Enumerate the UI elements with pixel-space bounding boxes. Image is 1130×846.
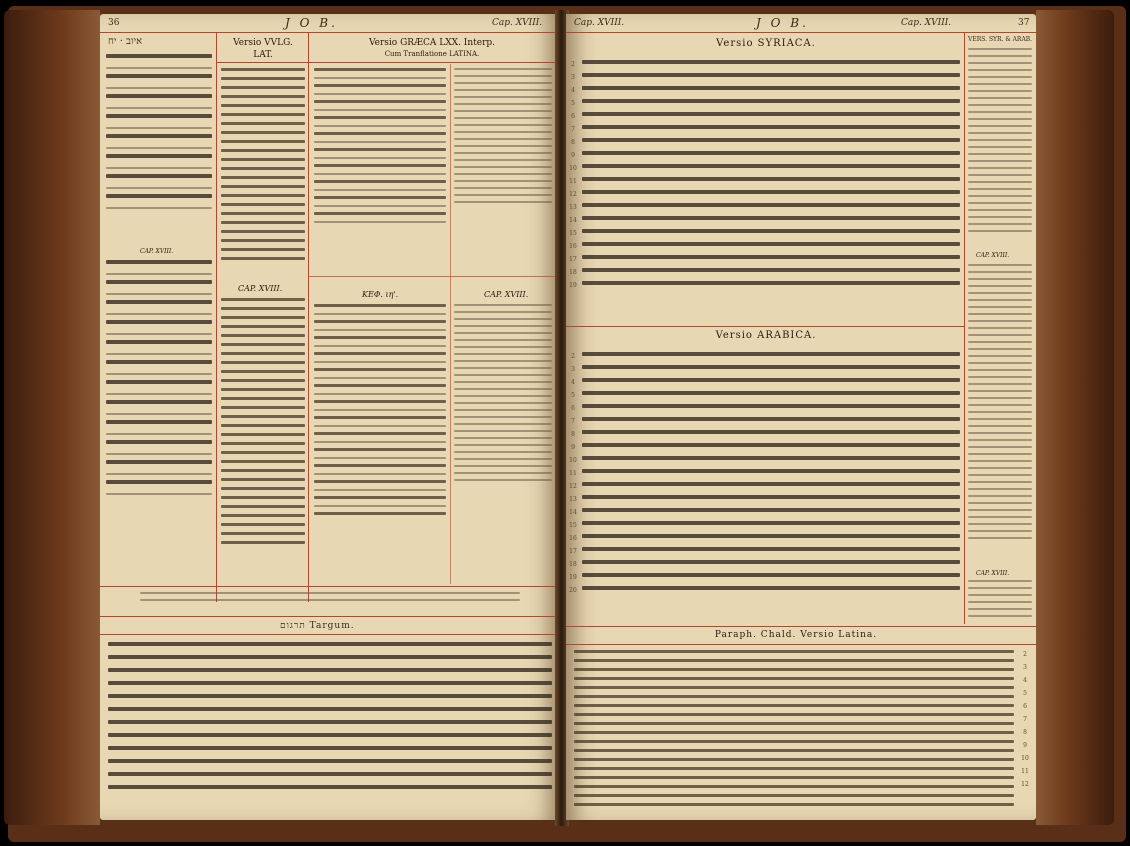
margin-chapter-label-2: CAP. XVIII.	[976, 570, 1010, 577]
vulgate-title: Versio VVLG.	[233, 38, 293, 48]
margin-translation-block-3	[968, 580, 1032, 624]
paraph-text-block	[574, 650, 1014, 814]
vulgate-text-block-2	[221, 298, 305, 582]
hebrew-text-block	[106, 54, 212, 244]
syriac-title: Versio SYRIACA.	[716, 38, 816, 49]
latin-translation-block	[454, 68, 552, 258]
column-divider	[308, 32, 309, 602]
footnote-rule	[100, 586, 558, 587]
margin-translation-block-2	[968, 264, 1032, 564]
syriac-text-block	[582, 60, 960, 318]
vulgate-text-block	[221, 68, 305, 278]
column-divider	[216, 32, 217, 602]
column-divider	[450, 64, 451, 584]
chapter-label-latin: CAP. XVIII.	[484, 290, 529, 299]
vulgate-subtitle: LAT.	[253, 50, 273, 60]
paraph-title: Paraph. Chald. Versio Latina.	[714, 630, 878, 640]
verse-numbers-arabic: 2 3 4 5 6 7 8 9 10 11 12 13 14 15 16 17 18 19 20	[569, 353, 577, 594]
chapter-ref-right: Cap. XVIII.	[901, 18, 952, 28]
chapter-ref-right-page: Cap. XVIII.	[574, 18, 625, 28]
hebrew-text-block-2	[106, 260, 212, 582]
header-rule	[100, 32, 558, 33]
arabic-text-block	[582, 352, 960, 620]
left-page-edges	[4, 10, 100, 825]
verse-numbers-syriac: 2 3 4 5 6 7 8 9 10 11 12 13 14 15 16 17 18 19	[569, 61, 577, 289]
chapter-ref-left: Cap. XVIII.	[492, 18, 543, 28]
right-page-edges	[1036, 10, 1114, 825]
targum-head-rule	[100, 634, 558, 635]
column-header-rule	[216, 62, 558, 63]
greek-text-block	[314, 68, 446, 258]
page-number-left: 36	[108, 18, 120, 28]
running-head-left: J O B.	[285, 16, 338, 30]
targum-heading: תרגום Targum.	[280, 621, 355, 631]
footnote-block	[140, 592, 520, 612]
targum-text-block	[108, 642, 552, 812]
paraph-head-rule	[566, 644, 1036, 645]
margin-divider	[964, 32, 965, 624]
targum-rule	[100, 616, 558, 617]
verse-numbers-paraph: 2 3 4 5 6 7 8 9 10 11 12	[1021, 651, 1029, 788]
latin-translation-block-2	[454, 304, 552, 580]
left-page	[100, 14, 558, 820]
chapter-label-vulgate: CAP. XVIII.	[238, 284, 283, 293]
margin-translation-block	[968, 48, 1032, 248]
arabic-title: Versio ARABICA.	[715, 330, 817, 341]
greek-subtitle: Cum Tranflatione LATINA.	[384, 50, 480, 58]
arabic-rule	[566, 326, 964, 327]
page-number-right: 37	[1018, 18, 1030, 28]
running-head-right: J O B.	[756, 16, 809, 30]
hebrew-heading: איוב · יח	[108, 36, 143, 47]
right-page	[566, 14, 1036, 820]
header-rule-right	[566, 32, 1036, 33]
section-rule	[308, 276, 558, 277]
chapter-label-greek: ΚΕΦ. ιη'.	[362, 290, 399, 299]
greek-title: Versio GRÆCA LXX. Interp.	[368, 38, 496, 48]
chapter-label-hebrew: CAP. XVIII.	[140, 248, 174, 255]
margin-head: VERS. SYR. & ARAB.	[968, 36, 1033, 43]
margin-chapter-label: CAP. XVIII.	[976, 252, 1010, 259]
greek-text-block-2	[314, 304, 446, 580]
paraph-rule	[566, 626, 1036, 627]
